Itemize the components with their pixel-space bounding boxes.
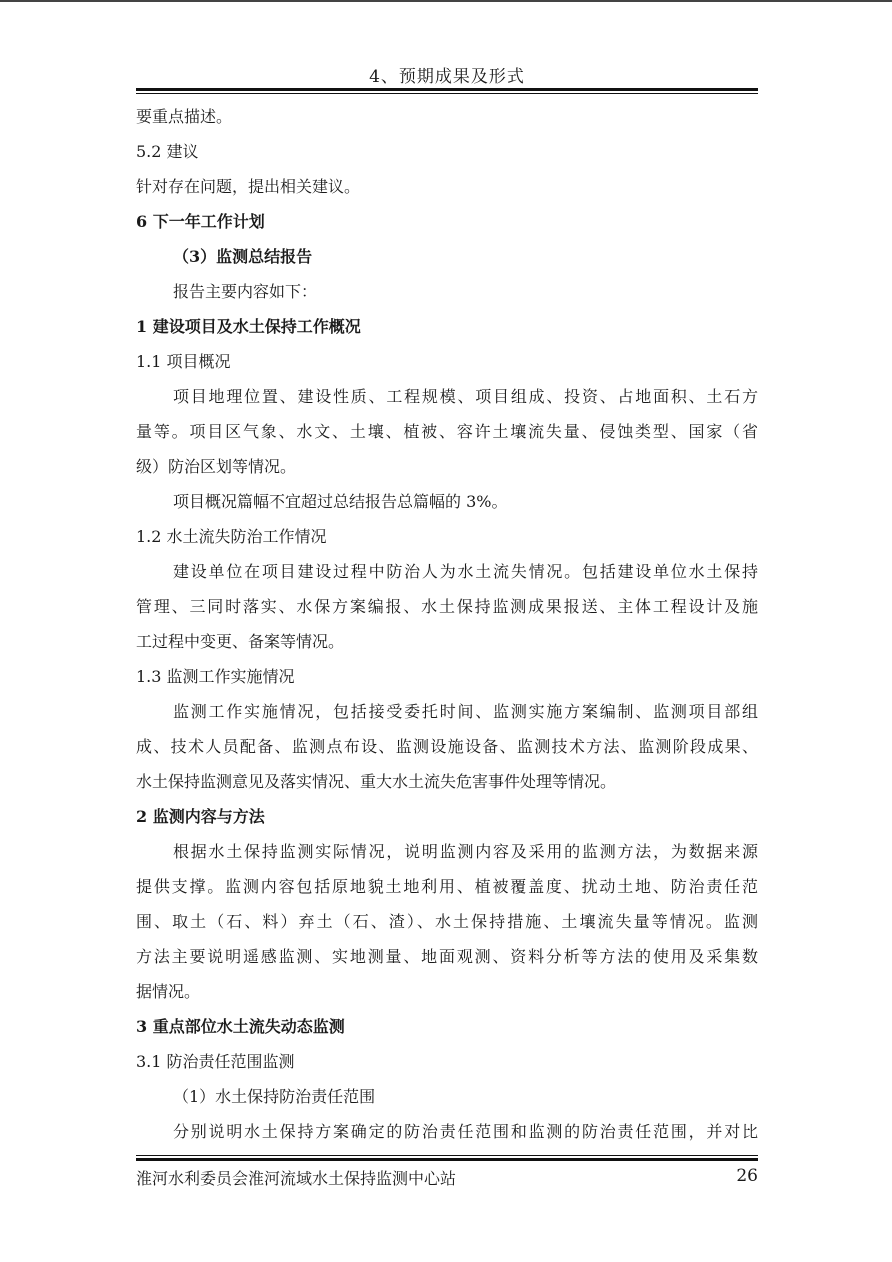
paragraph-line: 分别说明水土保持方案确定的防治责任范围和监测的防治责任范围，并对比 (173, 1122, 758, 1141)
paragraph-line: 监测工作实施情况，包括接受委托时间、监测实施方案编制、监测项目部组 (173, 702, 758, 721)
subsection-heading: 3.1 防治责任范围监测 (136, 1052, 295, 1071)
paragraph-line: 针对存在问题，提出相关建议。 (136, 177, 361, 196)
paragraph-line: 项目地理位置、建设性质、工程规模、项目组成、投资、占地面积、土石方 (173, 387, 758, 406)
page-number: 26 (736, 1166, 758, 1186)
paragraph-line: 工过程中变更、备案等情况。 (136, 632, 345, 651)
paragraph-line: 据情况。 (136, 982, 201, 1001)
paragraph-line: 成、技术人员配备、监测点布设、监测设施设备、监测技术方法、监测阶段成果、 (136, 737, 758, 756)
subsection-heading: 1.2 水土流失防治工作情况 (136, 527, 327, 546)
footer-rule-thin (136, 1155, 758, 1156)
paragraph-line: 建设单位在项目建设过程中防治人为水土流失情况。包括建设单位水土保持 (173, 562, 758, 581)
paragraph-line: 报告主要内容如下： (173, 282, 318, 301)
running-header: 4、预期成果及形式 (369, 67, 525, 87)
paragraph-line: 项目概况篇幅不宜超过总结报告总篇幅的 3%。 (173, 492, 508, 511)
paragraph-line: 管理、三同时落实、水保方案编报、水土保持监测成果报送、主体工程设计及施 (136, 597, 758, 616)
item-heading: （1）水土保持防治责任范围 (173, 1087, 376, 1106)
header-rule-thick (136, 88, 758, 91)
footer-rule-thick (136, 1158, 758, 1161)
paragraph-line: 围、取土（石、料）弃土（石、渣）、水土保持措施、土壤流失量等情况。监测 (136, 912, 758, 931)
paragraph-line: 要重点描述。 (136, 107, 233, 126)
body-text (136, 99, 758, 1149)
subsection-heading: 1.3 监测工作实施情况 (136, 667, 295, 686)
paragraph-line: 量等。项目区气象、水文、土壤、植被、容许土壤流失量、侵蚀类型、国家（省 (136, 422, 758, 441)
subsection-heading: 5.2 建议 (136, 142, 199, 161)
item-heading: （3）监测总结报告 (173, 247, 313, 266)
header-rule-thin (136, 93, 758, 94)
subsection-heading: 1.1 项目概况 (136, 352, 231, 371)
paragraph-line: 提供支撑。监测内容包括原地貌土地利用、植被覆盖度、扰动土地、防治责任范 (136, 877, 758, 896)
section-heading: 3 重点部位水土流失动态监测 (136, 1017, 345, 1036)
paragraph-line: 水土保持监测意见及落实情况、重大水土流失危害事件处理等情况。 (136, 772, 617, 791)
top-border (0, 0, 892, 2)
section-heading: 1 建设项目及水土保持工作概况 (136, 317, 361, 336)
section-heading: 2 监测内容与方法 (136, 807, 265, 826)
paragraph-line: 方法主要说明遥感监测、实地测量、地面观测、资料分析等方法的使用及采集数 (136, 947, 758, 966)
paragraph-line: 根据水土保持监测实际情况，说明监测内容及采用的监测方法，为数据来源 (173, 842, 758, 861)
paragraph-line: 级）防治区划等情况。 (136, 457, 297, 476)
section-heading: 6 下一年工作计划 (136, 212, 265, 231)
footer-organization: 淮河水利委员会淮河流域水土保持监测中心站 (136, 1169, 457, 1188)
